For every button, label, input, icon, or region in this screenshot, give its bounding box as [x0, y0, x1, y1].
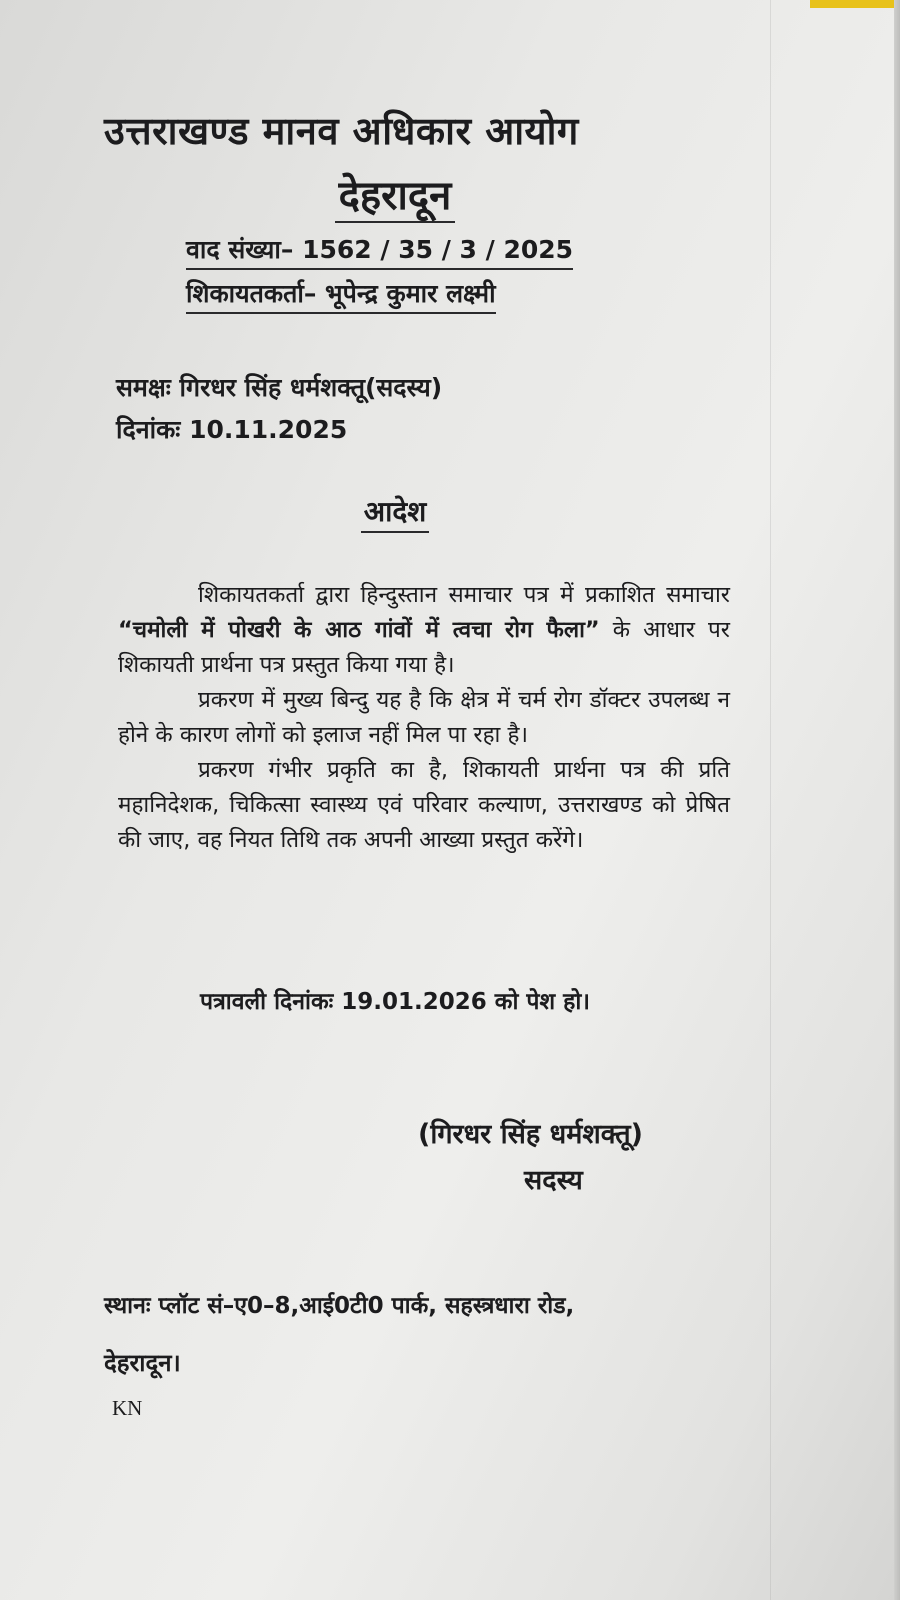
- paper-crease: [770, 0, 771, 1600]
- order-heading: [0, 492, 790, 530]
- date-value: 10.11.2025: [189, 415, 348, 444]
- paper-edge: [894, 0, 900, 1600]
- paragraph-3: प्रकरण गंभीर प्रकृति का है, शिकायती प्रार्थना पत्र की प्रति महानिदेशक, चिकित्सा स्वास्थ्य एवं परिवार कल्याण, उत्तराखण्ड को प्रेषित की जाए, वह नियत तिथि तक अपनी आख्या प्रस्तुत करेंगे।: [118, 757, 730, 853]
- before-value: गिरधर सिंह धर्मशक्तू(सदस्य): [179, 373, 443, 402]
- hearing-date-line: पत्रावली दिनांकः 19.01.2026 को पेश हो।: [200, 989, 591, 1015]
- signatory-designation: सदस्य: [524, 1165, 583, 1196]
- place-address: स्थानः प्लॉट सं–ए0–8,आई0टी0 पार्क, सहस्त्रधारा रोड,: [104, 1293, 575, 1319]
- case-label: वाद संख्या–: [186, 235, 294, 264]
- date-line: [116, 412, 347, 446]
- yellow-folder-edge: [810, 0, 900, 8]
- signatory-name: (गिरधर सिंह धर्मशक्तू): [418, 1119, 643, 1150]
- city-name: देहरादून: [335, 173, 456, 223]
- order-body: [118, 578, 730, 858]
- case-number-line: [186, 232, 573, 270]
- para1-text-end: के आधार पर शिकायती प्रार्थना पत्र प्रस्तुत किया गया है।: [118, 617, 730, 678]
- before-line: [116, 370, 442, 404]
- case-number: 1562 / 35 / 3 / 2025: [302, 235, 574, 264]
- city-heading: [0, 166, 790, 221]
- order-title: आदेश: [361, 495, 430, 533]
- paragraph-2: प्रकरण में मुख्य बिन्दु यह है कि क्षेत्र में चर्म रोग डॉक्टर उपलब्ध न होने के कारण लोगों को इलाज नहीं मिल पा रहा है।: [118, 687, 730, 748]
- place-city: देहरादून।: [104, 1349, 181, 1377]
- paragraph-1: [118, 578, 730, 683]
- date-label: दिनांकः: [116, 415, 181, 444]
- before-label: समक्षः: [116, 373, 171, 402]
- complainant-name: भूपेन्द्र कुमार लक्ष्मी: [325, 279, 496, 308]
- news-headline: “चमोली में पोखरी के आठ गांवों में त्वचा रोग फैला”: [118, 617, 600, 643]
- complainant-line: [186, 276, 496, 314]
- complainant-label: शिकायतकर्ता–: [186, 279, 317, 308]
- para1-text-start: शिकायतकर्ता द्वारा हिन्दुस्तान समाचार पत्र में प्रकाशित समाचार: [198, 582, 730, 608]
- typist-initials: KN: [112, 1396, 143, 1420]
- commission-title: उत्तराखण्ड मानव अधिकार आयोग: [104, 109, 579, 153]
